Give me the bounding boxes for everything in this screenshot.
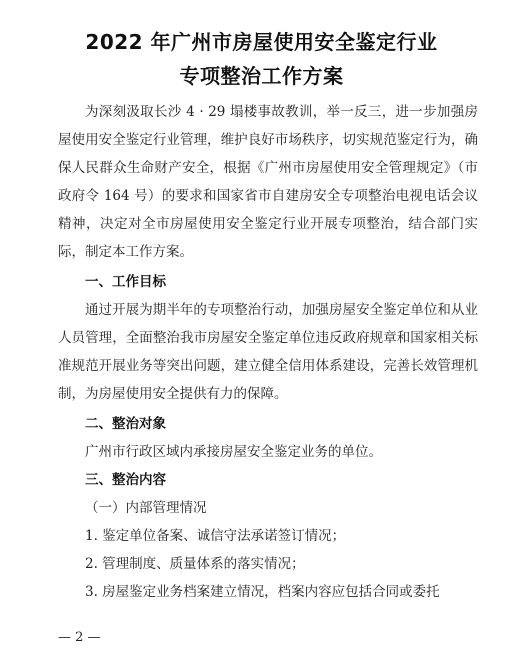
goals-paragraph: 通过开展为期半年的专项整治行动，加强房屋安全鉴定单位和从业人员管理，全面整治我市房屋安全鉴定单位违反政府规章和国家相关标准规范开展业务等突出问题，建立健全信用体系建设，完善长效管理机制，为房屋使用安全提供有力的保障。 [58,302,478,402]
subsection-internal-management: （一）内部管理情况 [85,500,207,516]
list-item: 2. 管理制度、质量体系的落实情况； [85,556,305,572]
list-item: 1. 鉴定单位备案、诚信守法承诺签订情况； [85,528,346,544]
document-title-line-2: 专项整治工作方案 [179,64,344,88]
page-number: — 2 — [58,630,101,645]
section-heading-targets: 二、整治对象 [85,416,166,432]
section-heading-content: 三、整治内容 [85,472,166,488]
document-title-line-1: 2022 年广州市房屋使用安全鉴定行业 [85,30,438,54]
section-heading-goals: 一、工作目标 [85,274,166,290]
list-item: 3. 房屋鉴定业务档案建立情况，档案内容应包括合同或委托 [85,584,440,600]
intro-paragraph: 为深刻汲取长沙 4 · 29 塌楼事故教训，举一反三，进一步加强房屋使用安全鉴定行业管理，维护良好市场秩序，切实规范鉴定行为，确保人民群众生命财产安全，根据《广州市房屋使用安全管理规定》（市政府令 164 号）的要求和国家省市自建房安全专项整治电视电话会议精神，决定对全市房屋使用安全鉴定行业开展专项整治，结合部门实际，制定本工作方案。 [58,104,478,260]
targets-paragraph: 广州市行政区域内承接房屋安全鉴定业务的单位。 [85,444,382,460]
